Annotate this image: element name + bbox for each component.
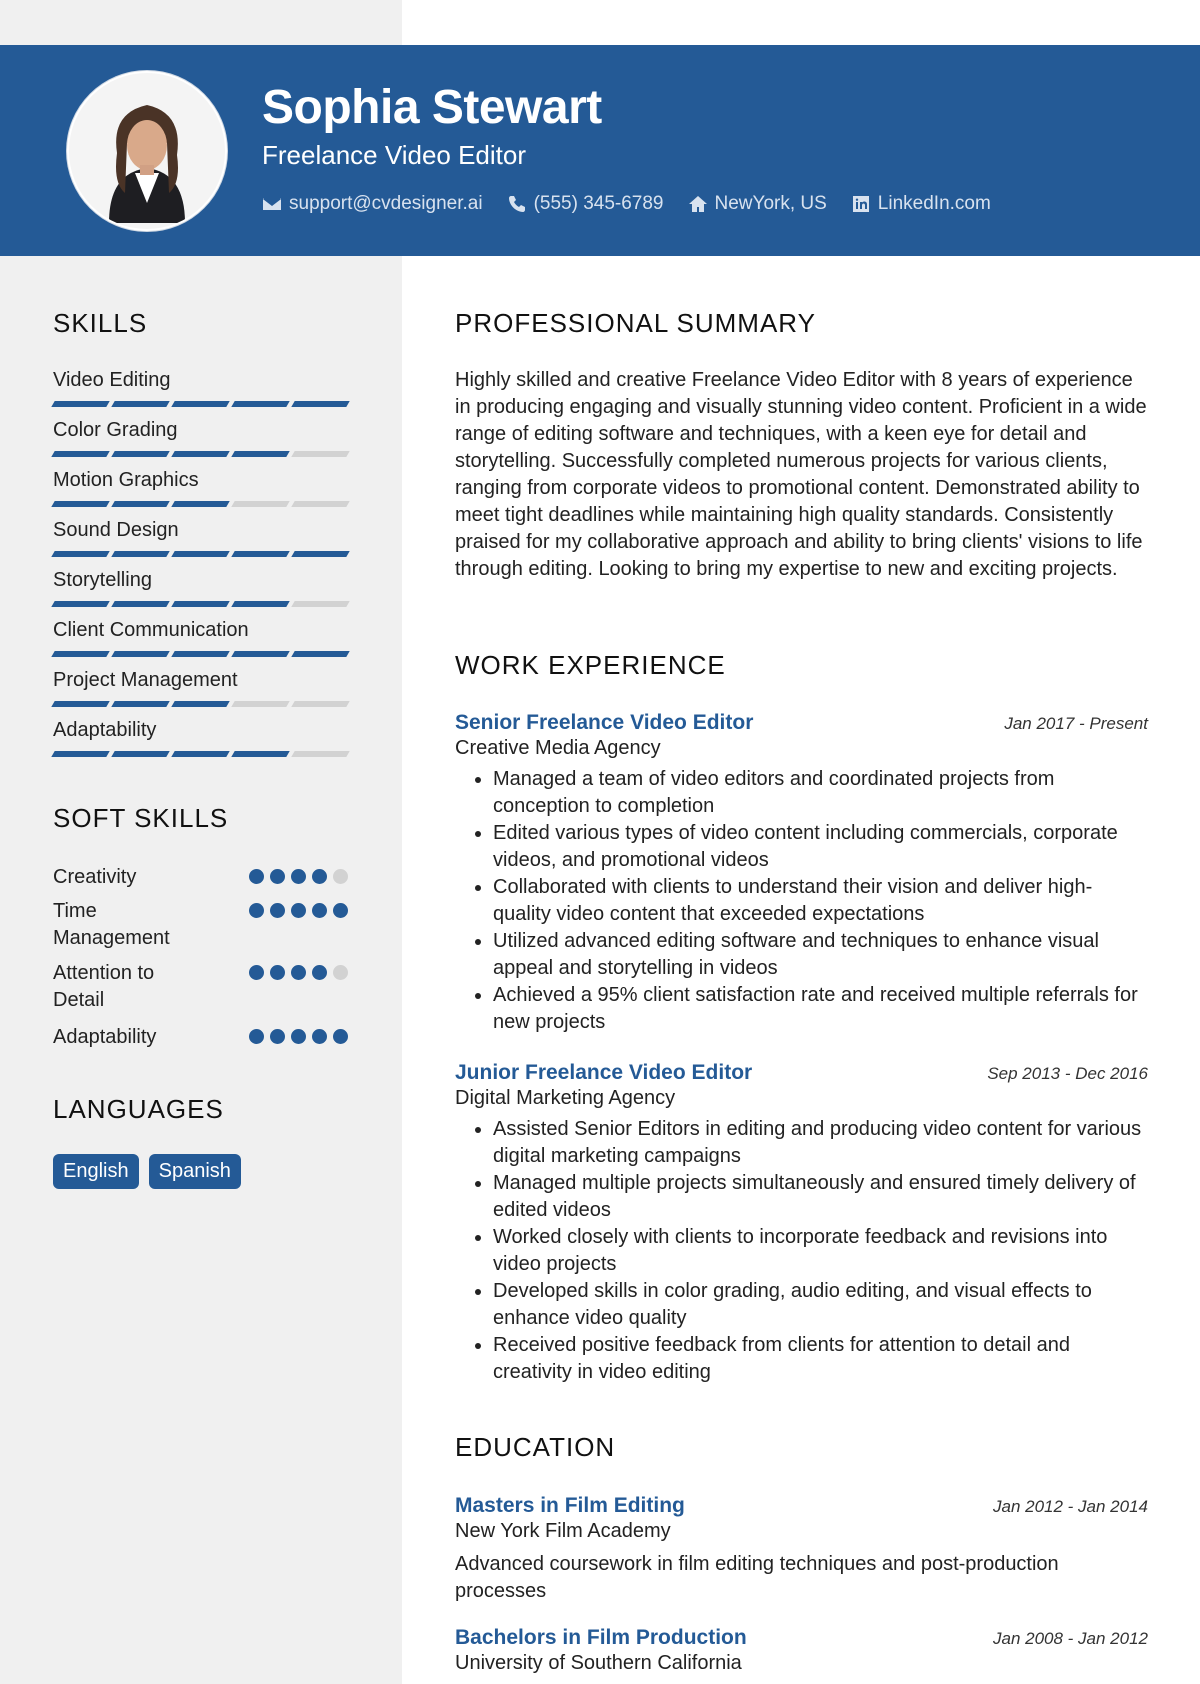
skill-level-segment — [231, 651, 289, 657]
education-degree: Bachelors in Film Production — [455, 1626, 747, 1649]
skill-item — [53, 619, 348, 657]
skill-name: Motion Graphics — [53, 469, 199, 491]
skill-level-segment — [171, 751, 229, 757]
education-school: New York Film Academy — [455, 1520, 671, 1542]
skill-level-segment — [171, 451, 229, 457]
skill-item — [53, 719, 348, 757]
skill-level-segment — [291, 651, 349, 657]
skill-level-segment — [111, 751, 169, 757]
soft-skill-name: Creativity — [53, 866, 137, 888]
skill-level-bar — [53, 601, 348, 607]
skill-level-segment — [231, 451, 289, 457]
soft-skill-item — [53, 864, 348, 891]
rating-dot — [333, 903, 348, 918]
envelope-icon — [262, 194, 282, 214]
rating-dot — [291, 965, 306, 980]
skill-level-segment — [231, 551, 289, 557]
summary-section — [455, 308, 1148, 583]
contact-linkedin-text: LinkedIn.com — [877, 193, 991, 214]
skill-level-bar — [53, 751, 348, 757]
soft-skill-rating — [249, 869, 348, 891]
soft-skill-name: Attention to Detail — [53, 962, 155, 1011]
profile-photo — [67, 71, 227, 231]
job-bullet: • Achieved a 95% client satisfaction rate and received multiple referrals for new projects — [493, 982, 1148, 1036]
job-bullets — [455, 766, 1148, 1036]
skill-level-segment — [171, 701, 229, 707]
candidate-name: Sophia Stewart — [262, 81, 602, 134]
soft-skill-rating — [249, 903, 348, 952]
skill-name: Video Editing — [53, 369, 171, 391]
skill-level-segment — [51, 551, 109, 557]
home-icon — [688, 194, 708, 214]
skill-level-segment — [51, 401, 109, 407]
skill-level-segment — [231, 401, 289, 407]
skill-level-segment — [291, 601, 349, 607]
skill-level-segment — [231, 601, 289, 607]
contact-phone[interactable] — [507, 193, 664, 215]
education-degree: Masters in Film Editing — [455, 1494, 685, 1517]
rating-dot — [270, 903, 285, 918]
contact-phone-text: (555) 345-6789 — [533, 193, 664, 214]
work-section — [455, 650, 1148, 681]
languages-section — [53, 1094, 348, 1125]
skill-level-segment — [51, 501, 109, 507]
skill-item — [53, 469, 348, 507]
skill-level-segment — [291, 401, 349, 407]
job-company: Creative Media Agency — [455, 737, 661, 759]
job-entry — [455, 711, 1148, 1036]
job-bullets — [455, 1116, 1148, 1386]
soft-skill-rating — [249, 965, 348, 1014]
skill-level-segment — [291, 451, 349, 457]
rating-dot — [249, 903, 264, 918]
job-date: Jan 2017 - Present — [1004, 714, 1148, 733]
skill-name: Storytelling — [53, 569, 152, 591]
education-entry — [455, 1494, 1148, 1605]
soft-skill-rating — [249, 1029, 348, 1051]
languages-heading: LANGUAGES — [53, 1094, 224, 1124]
skill-name: Client Communication — [53, 619, 249, 641]
job-bullet: • Worked closely with clients to incorporate feedback and revisions into video projects — [493, 1224, 1148, 1278]
skill-level-segment — [111, 401, 169, 407]
skill-item — [53, 669, 348, 707]
soft-skill-item — [53, 960, 348, 1014]
education-school: University of Southern California — [455, 1652, 742, 1674]
skill-level-segment — [111, 501, 169, 507]
rating-dot — [249, 965, 264, 980]
job-company: Digital Marketing Agency — [455, 1087, 676, 1109]
skill-level-bar — [53, 451, 348, 457]
job-bullet: • Received positive feedback from clients for attention to detail and creativity in video editing — [493, 1332, 1148, 1386]
job-role: Junior Freelance Video Editor — [455, 1061, 753, 1084]
phone-icon — [507, 194, 527, 214]
skill-level-segment — [51, 451, 109, 457]
soft-skill-item — [53, 898, 348, 952]
rating-dot — [333, 965, 348, 980]
rating-dot — [333, 869, 348, 884]
portrait-image — [69, 73, 225, 229]
skill-level-segment — [291, 501, 349, 507]
skill-name: Adaptability — [53, 719, 157, 741]
skill-level-segment — [291, 551, 349, 557]
languages-list — [53, 1154, 348, 1194]
rating-dot — [312, 965, 327, 980]
skill-name: Color Grading — [53, 419, 178, 441]
skill-level-segment — [231, 501, 289, 507]
linkedin-icon — [851, 194, 871, 214]
candidate-title: Freelance Video Editor — [262, 140, 527, 170]
skill-level-bar — [53, 701, 348, 707]
rating-dot — [291, 903, 306, 918]
soft-skills-section — [53, 803, 348, 834]
summary-heading: PROFESSIONAL SUMMARY — [455, 308, 816, 338]
soft-skills-list — [53, 864, 348, 1064]
skill-level-segment — [291, 701, 349, 707]
job-entry — [455, 1061, 1148, 1386]
language-badge: Spanish — [149, 1154, 241, 1189]
skill-level-segment — [231, 751, 289, 757]
contact-location-text: NewYork, US — [714, 193, 827, 214]
skill-level-segment — [231, 701, 289, 707]
job-role: Senior Freelance Video Editor — [455, 711, 754, 734]
skill-level-segment — [171, 401, 229, 407]
rating-dot — [312, 869, 327, 884]
skill-level-segment — [51, 651, 109, 657]
job-date: Sep 2013 - Dec 2016 — [987, 1064, 1148, 1083]
skill-item — [53, 569, 348, 607]
skill-item — [53, 519, 348, 557]
skill-level-segment — [291, 751, 349, 757]
skill-level-segment — [111, 651, 169, 657]
skills-heading: SKILLS — [53, 308, 148, 338]
skill-level-bar — [53, 401, 348, 407]
rating-dot — [270, 965, 285, 980]
education-date: Jan 2012 - Jan 2014 — [992, 1497, 1148, 1516]
skill-name: Project Management — [53, 669, 238, 691]
contact-location — [688, 193, 827, 215]
job-bullet: • Utilized advanced editing software and techniques to enhance visual appeal and storytelling in videos — [493, 928, 1148, 982]
rating-dot — [270, 1029, 285, 1044]
contact-bar — [262, 193, 1015, 215]
soft-skill-item — [53, 1024, 348, 1051]
rating-dot — [312, 903, 327, 918]
skill-item — [53, 369, 348, 407]
rating-dot — [291, 1029, 306, 1044]
education-entry — [455, 1626, 1148, 1675]
skill-name: Sound Design — [53, 519, 179, 541]
rating-dot — [249, 869, 264, 884]
rating-dot — [270, 869, 285, 884]
contact-email-text: support@cvdesigner.ai — [289, 193, 483, 214]
summary-text: Highly skilled and creative Freelance Video Editor with 8 years of experience in producing engaging and visually stunning video content. Proficient in a wide range of editing software and techniques, with a keen eye for detail and storytelling. Successfully completed numerous projects for various clients, ranging from corporate videos to promotional content. Demonstrated ability to meet tight deadlines while maintaining high quality standards. Consistently praised for my collaborative approach and ability to bring clients' visions to life through editing. Looking to bring my expertise to new and exciting projects. — [455, 369, 1147, 580]
contact-email[interactable] — [262, 193, 483, 215]
contact-linkedin[interactable] — [851, 193, 991, 215]
soft-skill-name: Adaptability — [53, 1026, 157, 1048]
skills-list — [53, 369, 348, 769]
work-heading: WORK EXPERIENCE — [455, 650, 726, 680]
skill-level-segment — [51, 601, 109, 607]
skill-level-segment — [111, 451, 169, 457]
job-bullet: • Assisted Senior Editors in editing and producing video content for various digital marketing campaigns — [493, 1116, 1148, 1170]
skill-level-segment — [111, 601, 169, 607]
skill-level-segment — [51, 701, 109, 707]
skills-section — [53, 308, 348, 339]
job-bullet: • Managed multiple projects simultaneously and ensured timely delivery of edited videos — [493, 1170, 1148, 1224]
skill-level-segment — [51, 751, 109, 757]
skill-level-bar — [53, 651, 348, 657]
skill-level-bar — [53, 551, 348, 557]
skill-item — [53, 419, 348, 457]
skill-level-segment — [111, 701, 169, 707]
skill-level-segment — [171, 651, 229, 657]
education-heading: EDUCATION — [455, 1432, 616, 1462]
job-bullet: • Managed a team of video editors and coordinated projects from conception to completion — [493, 766, 1148, 820]
job-bullet: • Developed skills in color grading, audio editing, and visual effects to enhance video quality — [493, 1278, 1148, 1332]
job-bullet: • Edited various types of video content including commercials, corporate videos, and promotional videos — [493, 820, 1148, 874]
rating-dot — [291, 869, 306, 884]
language-badge: English — [53, 1154, 139, 1189]
education-description: Advanced coursework in film editing techniques and post-production processes — [455, 1553, 1059, 1602]
rating-dot — [312, 1029, 327, 1044]
education-date: Jan 2008 - Jan 2012 — [992, 1629, 1148, 1648]
rating-dot — [333, 1029, 348, 1044]
rating-dot — [249, 1029, 264, 1044]
skill-level-segment — [111, 551, 169, 557]
skill-level-segment — [171, 551, 229, 557]
skill-level-segment — [171, 601, 229, 607]
skill-level-segment — [171, 501, 229, 507]
education-section — [455, 1432, 1148, 1463]
skill-level-bar — [53, 501, 348, 507]
soft-skills-heading: SOFT SKILLS — [53, 803, 229, 833]
job-bullet: • Collaborated with clients to understand their vision and deliver high-quality video content that exceeded expectations — [493, 874, 1148, 928]
soft-skill-name: Time Management — [53, 900, 170, 949]
